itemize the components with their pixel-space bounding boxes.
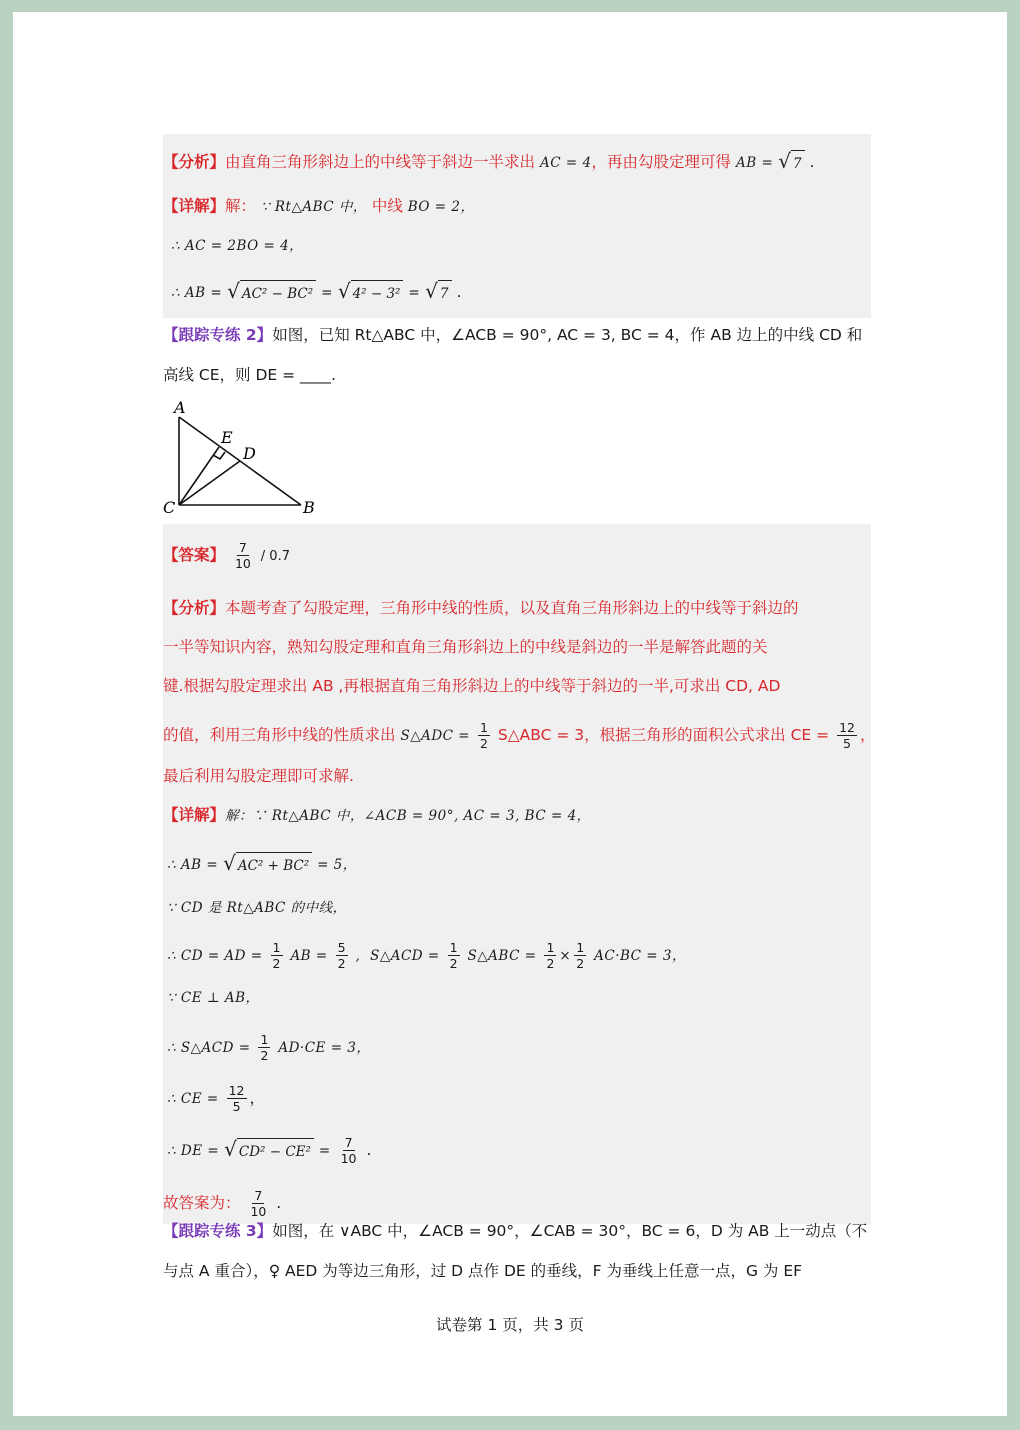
- conclusion-text: 故答案为：: [163, 1194, 241, 1212]
- detail-text: 解：: [225, 197, 257, 215]
- analysis-2-line-1: 【分析】本题考查了勾股定理，三角形中线的性质，以及直角三角形斜边上的中线等于斜边的: [163, 599, 799, 617]
- analysis-text-2: ，再由勾股定理可得: [591, 153, 732, 171]
- math-line-ac: ∴ AC = 2BO = 4，: [171, 238, 304, 254]
- solution-block-2: [163, 524, 876, 1224]
- answer-tag: 【答案】: [163, 546, 226, 564]
- detail-2-tag: 【详解】: [163, 806, 226, 824]
- problem-3-line-2: 与点 A 重合），♀ AED 为等边三角形，过 D 点作 DE 的垂线，F 为垂线上任意一点，G 为 EF: [163, 1262, 803, 1280]
- sqrt-ac2-bc2: √ AC² − BC²: [227, 280, 316, 305]
- detail-line: [163, 195, 475, 218]
- analysis-2-tag: 【分析】: [163, 599, 226, 617]
- label-c: C: [163, 498, 176, 517]
- analysis-text: 由直角三角形斜边上的中线等于斜边一半求出: [225, 153, 536, 171]
- detail-2-line-2: ∴ AB = √ AC² + BC² = 5，: [167, 851, 357, 875]
- analysis-2-line-4: 的值，利用三角形中线的性质求出 S△ADC = $\frac{1}{2}$ S△ABC = 3，根据三角形的面积公式求出 CE = $\frac{12}{5}$ ，: [163, 720, 876, 751]
- math-ac: AC = 4: [539, 155, 592, 171]
- triangle-figure: [161, 397, 341, 522]
- label-b: B: [303, 498, 315, 517]
- detail-2-line-4: ∴ CD = AD = $\frac{1}{2}$ AB = $\frac{5}{2}$ , S△ACD = $\frac{1}{2}$ S△ABC = $\frac{1}{2}$ × $\frac{1}{2}$ AC·BC = 3，: [167, 940, 686, 971]
- detail-2-line-7: ∴ CE = $\frac{12}{5}$ ，: [167, 1083, 266, 1114]
- answer-alt: / 0.7: [260, 549, 290, 564]
- math-line-ab: ∴ AB = √ AC² − BC² = √ 4² − 3² = √ 7 .: [171, 279, 462, 303]
- detail-tag: 【详解】: [163, 197, 226, 215]
- label-a: A: [174, 398, 186, 417]
- analysis-2-line-3: 键.根据勾股定理求出 AB ,再根据直角三角形斜边上的中线等于斜边的一半,可求出 CD, AD: [163, 677, 781, 695]
- problem-2-line-2: 高线 CE，则 DE = ____.: [163, 366, 336, 384]
- problem-3-tag: 【跟踪专练 3】: [163, 1222, 273, 1240]
- math-rt-abc: ∵ Rt△ABC 中，: [260, 199, 367, 215]
- answer-line: [163, 540, 290, 571]
- detail-2-line-3: ∵ CD 是 Rt△ABC 的中线，: [167, 900, 347, 916]
- detail-2-line-6: ∴ S△ACD = $\frac{1}{2}$ AD·CE = 3，: [167, 1032, 371, 1063]
- problem-2-line-1: [163, 324, 862, 346]
- page-footer: 试卷第 1 页，共 3 页: [436, 1316, 584, 1334]
- problem-3-line-1: 【跟踪专练 3】如图，在 ∨ABC 中，∠ACB = 90°，∠CAB = 30°，BC = 6，D 为 AB 上一动点（不: [163, 1222, 868, 1240]
- problem-2-tag: 【跟踪专练 2】: [163, 326, 273, 344]
- analysis-2-line-2: 一半等知识内容，熟知勾股定理和直角三角形斜边上的中线是斜边的一半是解答此题的关: [163, 638, 768, 656]
- math-ab: AB =: [735, 155, 774, 171]
- sqrt-7-b: √ 7: [425, 280, 451, 305]
- analysis-line: 【分析】由直角三角形斜边上的中线等于斜边一半求出 AC = 4，再由勾股定理可得 AB = √ 7 .: [163, 149, 815, 173]
- label-d: D: [243, 444, 256, 463]
- problem-2-text: 如图，已知 Rt△ABC 中，∠ACB = 90°, AC = 3, BC = 4，作 AB 边上的中线 CD 和: [272, 326, 863, 344]
- answer-fraction: $\frac{7}{10}$: [234, 540, 251, 571]
- math-bo: BO = 2，: [407, 199, 475, 215]
- sqrt-4-3: √ 4² − 3²: [338, 280, 404, 305]
- label-e: E: [221, 428, 233, 447]
- conclusion-line: 故答案为： $\frac{7}{10}$ .: [163, 1188, 282, 1219]
- analysis-2-line-5: 最后利用勾股定理即可求解.: [163, 767, 354, 785]
- detail-2-line-8: ∴ DE = √ CD² − CE² = $\frac{7}{10}$ .: [167, 1135, 372, 1166]
- analysis-tag: 【分析】: [163, 153, 226, 171]
- sqrt-7: √ 7: [778, 150, 804, 175]
- exam-page: [13, 12, 1007, 1416]
- detail-2-line-5: ∵ CE ⊥ AB，: [167, 990, 260, 1006]
- median-text: 中线: [371, 197, 403, 215]
- solution-block-1: [163, 134, 871, 318]
- detail-2-line-1: 【详解】解：∵ Rt△ABC 中，∠ACB = 90°, AC = 3, BC = 4，: [163, 806, 591, 824]
